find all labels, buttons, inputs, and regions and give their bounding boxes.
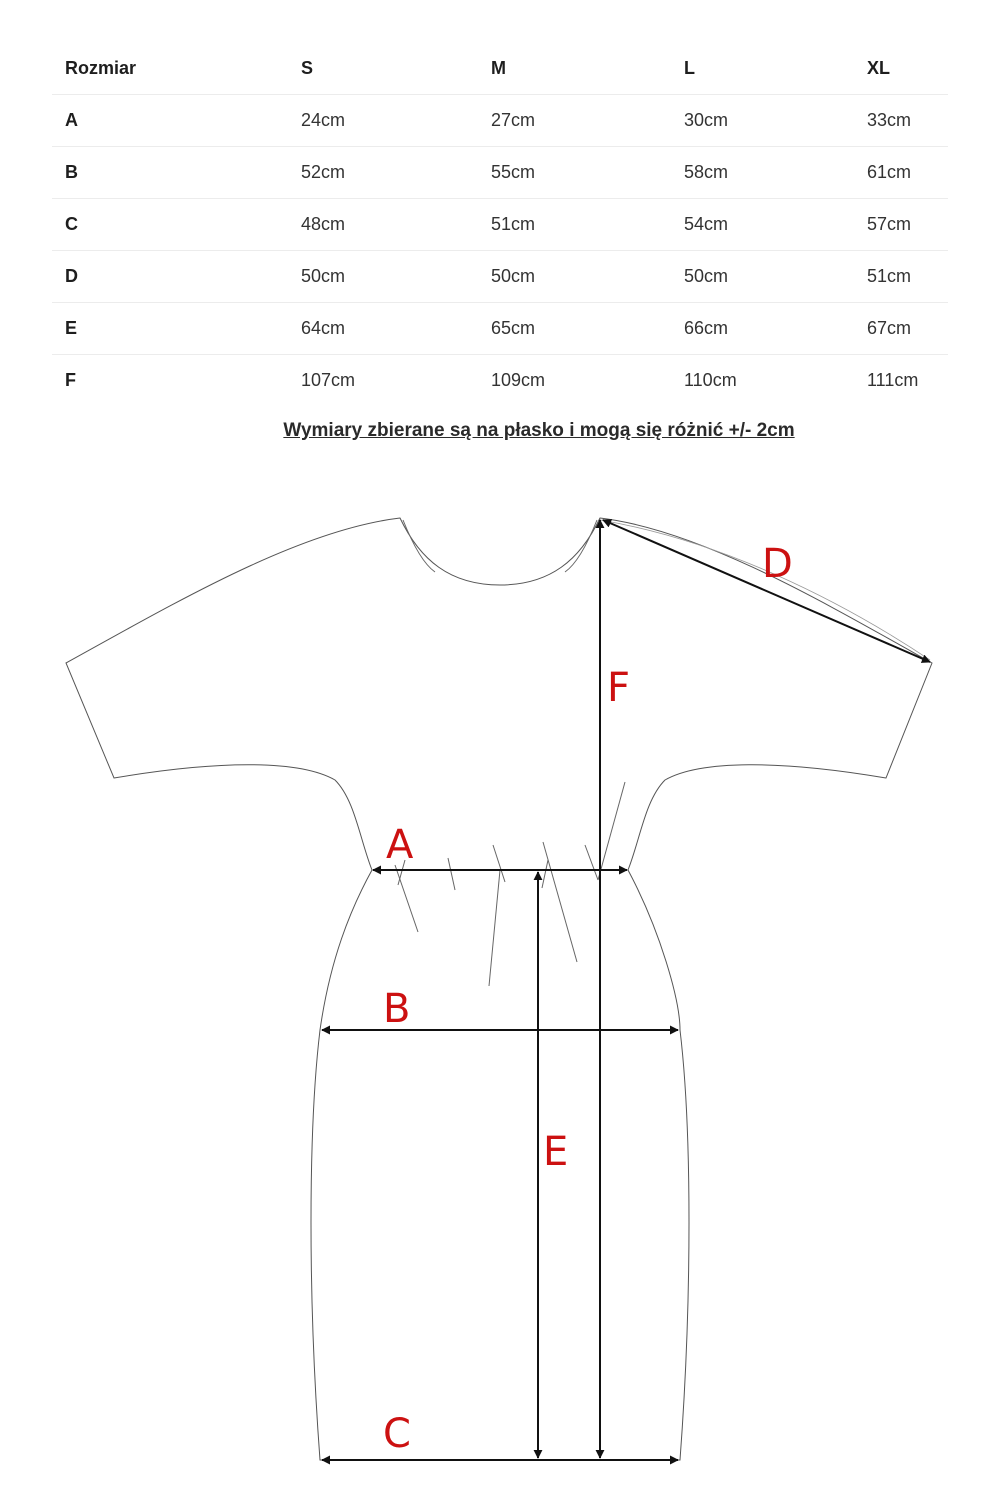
table-cell: 57cm <box>854 199 948 251</box>
label-b: B <box>383 986 411 1032</box>
table-cell: 66cm <box>671 303 854 355</box>
row-label: C <box>52 199 288 251</box>
label-a: A <box>386 822 414 868</box>
table-cell: 50cm <box>478 251 671 303</box>
table-cell: 52cm <box>288 147 478 199</box>
table-cell: 24cm <box>288 95 478 147</box>
table-cell: 48cm <box>288 199 478 251</box>
table-cell: 51cm <box>478 199 671 251</box>
table-cell: 50cm <box>671 251 854 303</box>
header-size-l: L <box>671 43 854 95</box>
table-cell: 58cm <box>671 147 854 199</box>
waist-gathers <box>395 782 625 986</box>
table-cell: 51cm <box>854 251 948 303</box>
table-cell: 110cm <box>684 370 737 390</box>
neckline-seam <box>403 520 435 572</box>
table-cell: 55cm <box>478 147 671 199</box>
measurement-note: Wymiary zbierane są na płasko i mogą się różnić +/- 2cm <box>283 420 795 441</box>
table-cell: 61cm <box>854 147 948 199</box>
row-label: A <box>52 95 288 147</box>
table-cell: 107cm <box>301 370 356 390</box>
header-size-m: M <box>478 43 671 95</box>
header-size-xl: XL <box>854 43 948 95</box>
table-cell: 65cm <box>478 303 671 355</box>
table-cell: 54cm <box>671 199 854 251</box>
row-label: F <box>65 370 76 390</box>
table-cell: 109cm <box>491 370 546 390</box>
neckline-seam <box>565 520 597 572</box>
table-cell: 111cm <box>867 370 919 390</box>
table-cell: 33cm <box>854 95 948 147</box>
label-d: D <box>762 541 793 587</box>
row-label: D <box>52 251 288 303</box>
table-cell: 64cm <box>288 303 478 355</box>
table-cell: 27cm <box>478 95 671 147</box>
header-size-s: S <box>288 43 478 95</box>
label-f: F <box>607 665 631 711</box>
header-rozmiar: Rozmiar <box>52 43 288 95</box>
label-c: C <box>383 1411 411 1457</box>
row-label: B <box>52 147 288 199</box>
table-cell: 67cm <box>854 303 948 355</box>
dress-outline <box>66 518 932 1460</box>
row-label: E <box>52 303 288 355</box>
label-e: E <box>543 1129 569 1175</box>
table-cell: 30cm <box>671 95 854 147</box>
table-cell: 50cm <box>288 251 478 303</box>
